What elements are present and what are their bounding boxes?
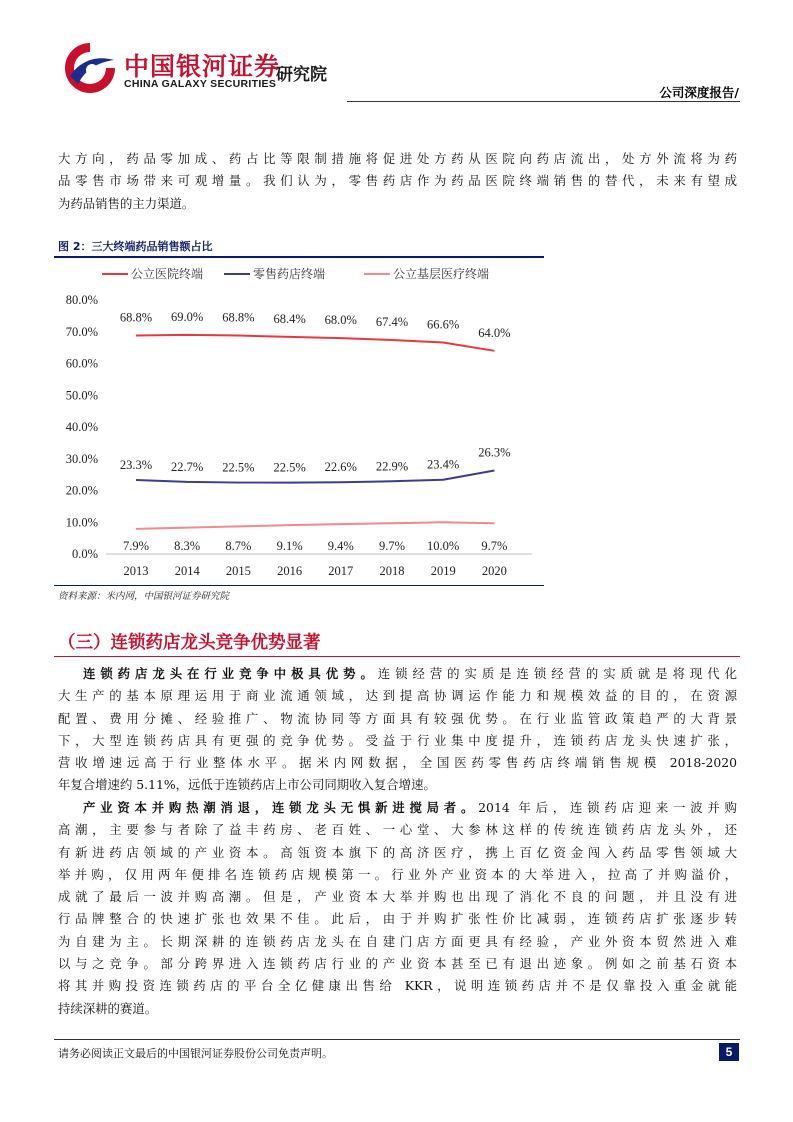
y-tick-label: 50.0% [65, 388, 98, 403]
paragraph-2 [58, 797, 737, 1020]
data-label: 68.8% [222, 310, 255, 325]
data-label: 9.1% [276, 539, 303, 553]
y-tick-label: 80.0% [65, 293, 98, 307]
y-tick-label: 70.0% [65, 324, 98, 339]
data-label: 22.6% [324, 460, 357, 475]
paragraph-1 [58, 663, 737, 797]
galaxy-logo-icon [62, 40, 118, 96]
x-tick-label: 2014 [174, 564, 200, 578]
text-line: 为药品销售的主力渠道。 [58, 195, 195, 211]
chart-series [136, 335, 494, 529]
text-line: 以与之竞争。部分跨界进入连锁药店行业的产业资本甚至已有退出迹象。例如之前基石资本 [58, 956, 737, 972]
x-tick-label: 2013 [123, 564, 149, 578]
header [0, 0, 793, 110]
footer-disclaimer: 请务必阅读正文最后的中国银河证券股份公司免责声明。 [58, 1047, 333, 1060]
data-label: 23.3% [119, 458, 153, 473]
figure-title: 图 2：三大终端药品销售额占比 [58, 240, 213, 253]
section-rule [54, 656, 740, 657]
data-label: 10.0% [427, 539, 460, 553]
y-tick-label: 30.0% [65, 451, 98, 466]
text-span: 2014 年后，连锁药店迎来一波并购 [478, 800, 737, 815]
text-line: 举并购，仅用两年便排名连锁药店规模第一。行业外产业资本的大举进入，拉高了并购溢价， [58, 866, 737, 882]
paragraph-lead: 产业资本并购热潮消退，连锁龙头无惧新进搅局者。 [83, 800, 479, 815]
figure-bottom-rule [54, 585, 544, 586]
chart-data-labels [120, 310, 511, 553]
data-label: 8.7% [225, 539, 252, 553]
text-line: 配置、费用分摊、经验推广、物流协同等方面具有较强优势。在行业监管政策趋严的大背景 [58, 710, 737, 726]
x-tick-label: 2018 [379, 564, 405, 578]
data-label: 66.6% [427, 317, 460, 332]
x-tick-label: 2015 [225, 564, 251, 578]
text-line: 大生产的基本原理运用于商业流通领域，达到提高协调运作能力和规模效益的目的，在资源 [58, 688, 737, 704]
text-line: 高潮，主要参与者除了益丰药房、老百姓、一心堂、大参林这样的传统连锁药店龙头外，还 [58, 822, 737, 838]
y-tick-label: 10.0% [65, 515, 98, 530]
data-label: 9.7% [378, 539, 406, 553]
text-line: 为自建为主。长期深耕的连锁药店龙头在自建门店方面更具有经验，产业外资本贸然进入难 [58, 933, 737, 949]
data-label: 22.7% [171, 459, 204, 474]
data-label: 22.5% [273, 460, 306, 475]
x-tick-label: 2019 [430, 564, 456, 578]
header-rule [347, 101, 740, 102]
legend-label: 公立基层医疗终端 [393, 267, 490, 281]
text-line: 行品牌整合的快速扩张也效果不佳。此后，由于并购扩张性价比减弱，连锁药店扩张逐步转 [58, 911, 737, 927]
text-line: 营收增速远高于行业整体水平。据米内网数据，全国医药零售药店终端销售规模 2018-2020 [58, 755, 737, 771]
legend-label: 公立医院终端 [131, 267, 204, 281]
text-span: 连锁经营的实质是连锁经营的实质就是将现代化 [377, 666, 738, 681]
data-label: 64.0% [478, 325, 511, 340]
y-tick-label: 0.0% [71, 547, 98, 561]
report-type: 公司深度报告/ [659, 85, 739, 100]
text-line: 下，大型连锁药店具有更强的竞争优势。受益于行业集中度提升，连锁药店龙头快速扩张， [58, 732, 737, 748]
data-label: 8.3% [174, 539, 201, 553]
x-tick-label: 2016 [277, 564, 303, 578]
data-label: 69.0% [171, 309, 204, 324]
figure-source: 资料来源：米内网，中国银河证券研究院 [58, 591, 230, 602]
text-line: 大方向，药品零加成、药占比等限制措施将促进处方药从医院向药店流出，处方外流将为药 [58, 151, 737, 166]
data-label: 22.9% [375, 459, 409, 474]
paragraph-lead: 连锁药店龙头在行业竞争中极具优势。 [83, 666, 378, 681]
text-line [58, 663, 737, 685]
data-label: 67.4% [375, 315, 409, 330]
chart-legend [102, 266, 489, 281]
data-label: 26.3% [478, 445, 511, 460]
x-tick-label: 2020 [481, 564, 507, 578]
data-label: 7.9% [122, 539, 150, 553]
y-tick-label: 60.0% [65, 356, 98, 371]
x-tick-label: 2017 [328, 564, 354, 578]
series-line [136, 335, 494, 351]
x-axis [124, 564, 507, 578]
data-label: 23.4% [427, 457, 460, 472]
text-line: 持续深耕的赛道。 [58, 1000, 158, 1016]
page-number: 5 [719, 1043, 739, 1061]
institute-name: 研究院 [276, 65, 327, 85]
logo-en: CHINA GALAXY SECURITIES [124, 78, 277, 90]
data-label: 68.8% [119, 310, 153, 325]
legend-label: 零售药店终端 [253, 267, 326, 281]
data-label: 68.0% [324, 313, 357, 328]
series-line [136, 522, 494, 529]
logo-cn: 中国银河证券 [124, 52, 281, 81]
data-label: 9.4% [327, 539, 354, 553]
text-line: 有新进药店领域的产业资本。高瓴资本旗下的高济医疗，携上百亿资金闯入药品零售领域大 [58, 844, 737, 860]
data-label: 22.5% [222, 460, 255, 475]
text-line: 将其并购投资连锁药店的平台全亿健康出售给 KKR，说明连锁药店并不是仅靠投入重金就能 [58, 978, 737, 994]
intro-paragraph [58, 148, 737, 215]
y-tick-label: 40.0% [65, 420, 98, 434]
y-tick-label: 20.0% [65, 483, 98, 498]
y-axis [66, 293, 98, 561]
footer-rule [54, 1039, 740, 1040]
line-chart [54, 258, 544, 584]
text-line: 年复合增速约 5.11%，远低于连锁药店上市公司同期收入复合增速。 [58, 777, 436, 793]
text-line: 成就了最后一波并购高潮。但是，产业资本大举并购也出现了消化不良的问题，并且没有进 [58, 889, 737, 905]
text-line [58, 797, 737, 819]
section-title: （三）连锁药店龙头竞争优势显著 [58, 633, 321, 653]
text-line: 品零售市场带来可观增量。我们认为，零售药店作为药品医院终端销售的替代，未来有望成 [58, 173, 737, 189]
data-label: 9.7% [481, 539, 508, 553]
data-label: 68.4% [273, 311, 306, 326]
